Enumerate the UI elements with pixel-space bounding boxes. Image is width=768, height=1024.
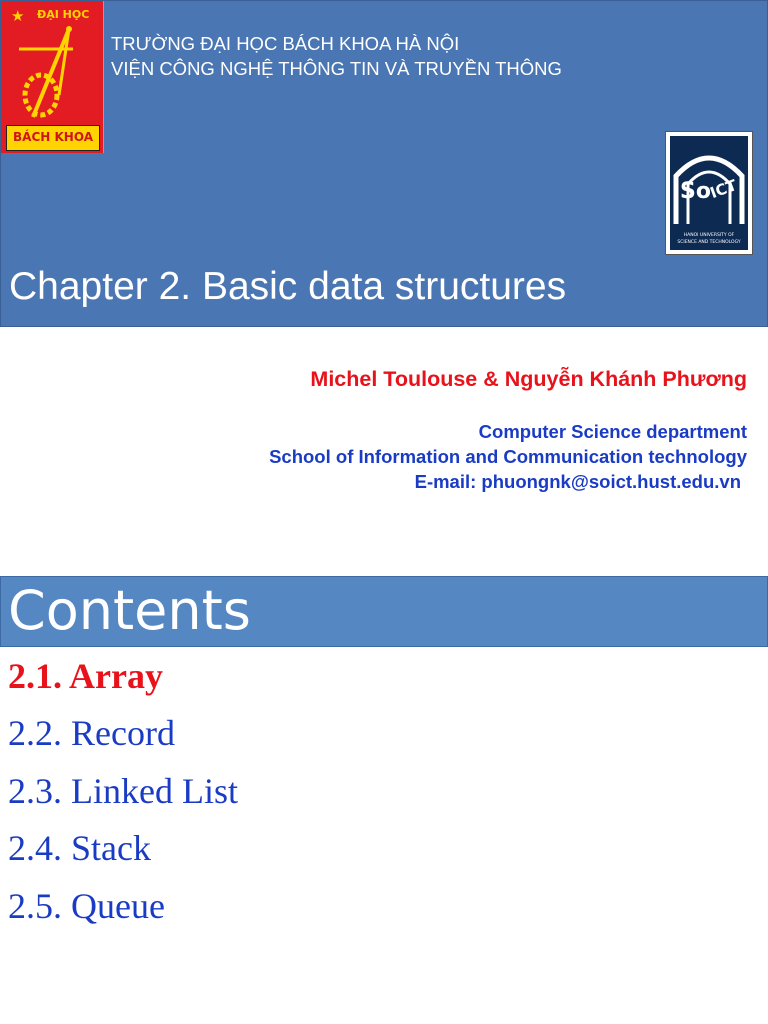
toc-item-queue[interactable]: 2.5. Queue: [8, 886, 165, 926]
author-names: Michel Toulouse & Nguyễn Khánh Phương: [310, 367, 747, 391]
compass-emblem-icon: [11, 25, 93, 125]
soict-mark-text-2: ICT: [707, 176, 740, 203]
title-header: [0, 0, 768, 327]
institute-name: VIỆN CÔNG NGHỆ THÔNG TIN VÀ TRUYỀN THÔNG: [111, 58, 562, 79]
toc-item-record[interactable]: 2.2. Record: [8, 713, 175, 753]
soict-logo: [665, 131, 753, 255]
author-email: E-mail: phuongnk@soict.hust.edu.vn: [414, 471, 741, 492]
star-icon: ★: [11, 8, 25, 25]
toc-item-array[interactable]: 2.1. Array: [8, 656, 163, 696]
soict-caption-2: SCIENCE AND TECHNOLOGY: [677, 240, 741, 245]
toc-item-linked-list[interactable]: 2.3. Linked List: [8, 771, 238, 811]
soict-mark-icon: [670, 136, 748, 250]
chapter-title: Chapter 2. Basic data structures: [9, 265, 567, 308]
university-name: TRƯỜNG ĐẠI HỌC BÁCH KHOA HÀ NỘI: [111, 33, 460, 54]
hust-logo-top-text: ĐẠI HỌC: [37, 8, 90, 21]
soict-logo-body: [670, 136, 748, 250]
hust-logo-bottom-text: BÁCH KHOA: [13, 130, 93, 144]
school-name: School of Information and Communication technology: [269, 446, 747, 467]
soict-mark-text-1: So: [680, 179, 711, 204]
contents-title: Contents: [8, 579, 251, 642]
soict-caption-1: HANOI UNIVERSITY OF: [683, 233, 735, 238]
department: Computer Science department: [478, 421, 747, 442]
toc-item-stack[interactable]: 2.4. Stack: [8, 828, 151, 868]
hust-logo: [1, 1, 104, 153]
hust-logo-band: [6, 125, 100, 151]
